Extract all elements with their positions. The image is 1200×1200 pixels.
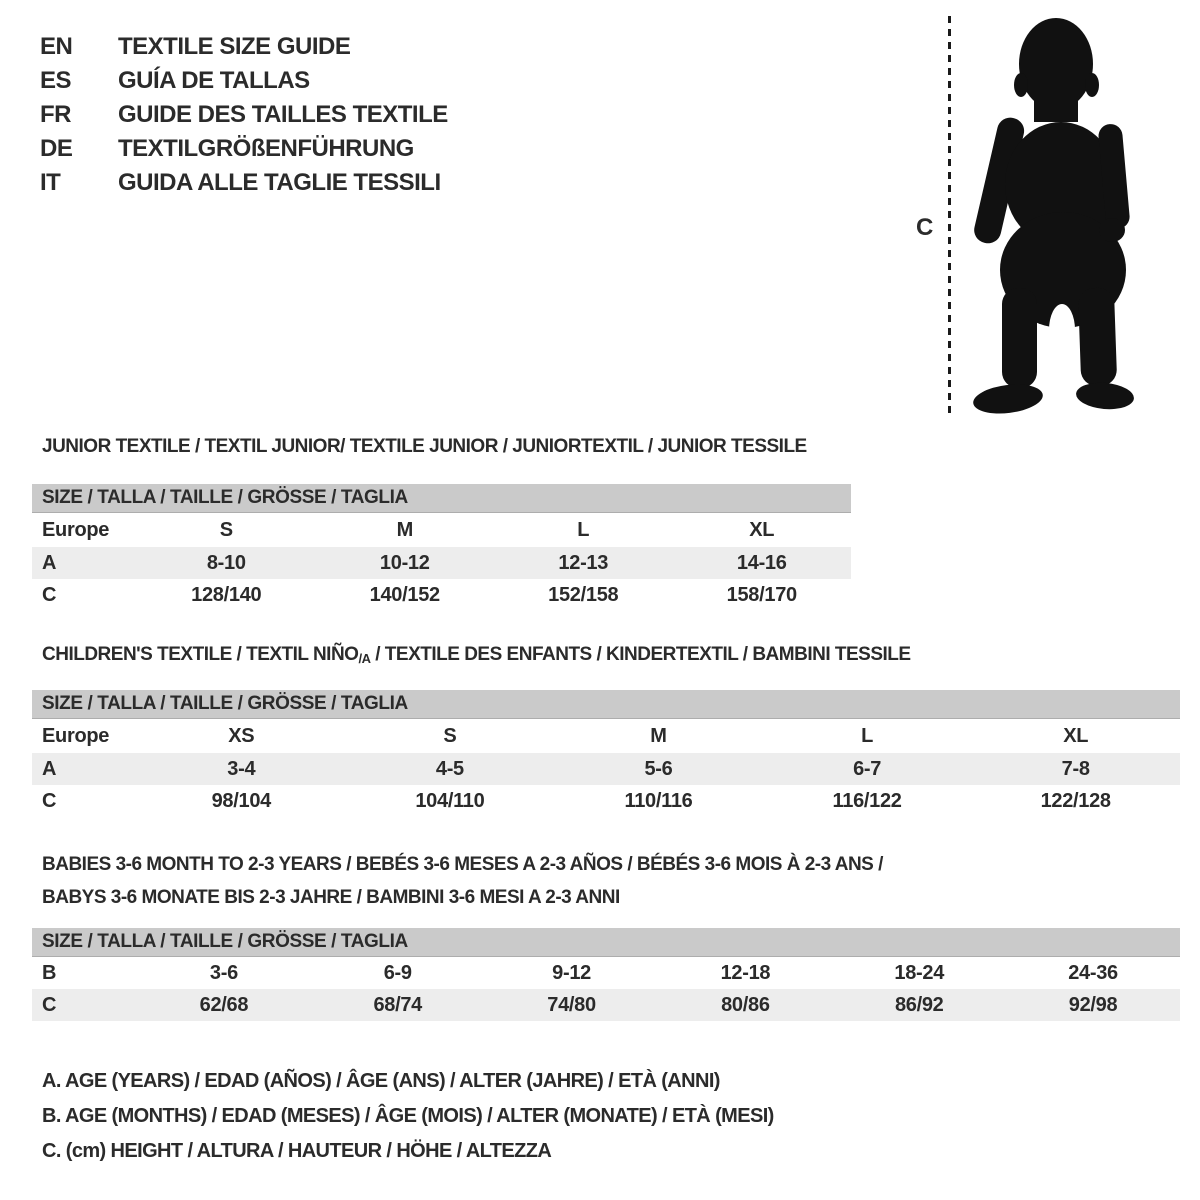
size-cell: S — [219, 518, 233, 541]
table-row-europe — [32, 719, 1180, 753]
age-cell: 10-12 — [379, 551, 430, 574]
months-cell: 12-18 — [720, 961, 771, 984]
months-cell: 24-36 — [1068, 961, 1118, 984]
baby-silhouette-image — [962, 12, 1144, 420]
size-header-bar: SIZE / TALLA / TAILLE / GRÖSSE / TAGLIA — [32, 484, 851, 513]
table-row-age — [32, 547, 851, 579]
size-cell: L — [861, 724, 874, 747]
row-label: C — [42, 993, 57, 1016]
height-cell: 116/122 — [832, 789, 902, 812]
children-title-prefix: CHILDREN'S TEXTILE / TEXTIL NIÑO — [42, 644, 359, 665]
age-cell: 8-10 — [206, 551, 246, 574]
height-cell: 110/116 — [624, 789, 693, 812]
legend — [42, 1064, 774, 1169]
lang-title: TEXTILE SIZE GUIDE — [118, 33, 351, 60]
height-cell: 104/110 — [415, 789, 485, 812]
row-label: Europe — [42, 518, 110, 541]
row-label: Europe — [42, 724, 110, 747]
row-label: A — [42, 551, 57, 574]
size-cell: S — [443, 724, 457, 747]
age-cell: 3-4 — [227, 757, 256, 780]
lang-title: GUÍA DE TALLAS — [118, 67, 310, 94]
table-row-age — [32, 753, 1180, 785]
height-cell: 158/170 — [726, 583, 797, 606]
age-cell: 6-7 — [853, 757, 882, 780]
legend-line-a: A. AGE (YEARS) / EDAD (AÑOS) / ÂGE (ANS) / ALTER (JAHRE) / ETÀ (ANNI) — [42, 1070, 720, 1092]
size-cell: XS — [228, 724, 255, 747]
months-cell: 6-9 — [383, 961, 412, 984]
age-cell: 12-13 — [558, 551, 609, 574]
lang-code: EN — [40, 33, 73, 60]
height-cell: 152/158 — [548, 583, 619, 606]
height-cell: 98/104 — [211, 789, 271, 812]
table-row-height — [32, 989, 1180, 1021]
junior-size-table — [32, 484, 851, 611]
row-label: B — [42, 961, 57, 984]
age-cell: 7-8 — [1061, 757, 1090, 780]
junior-section-title: JUNIOR TEXTILE / TEXTIL JUNIOR/ TEXTILE JUNIOR / JUNIORTEXTIL / JUNIOR TESSILE — [42, 436, 807, 457]
babies-title-line1: BABIES 3-6 MONTH TO 2-3 YEARS / BEBÉS 3-6 MESES A 2-3 AÑOS / BÉBÉS 3-6 MOIS À 2-3 ANS / — [42, 854, 883, 875]
size-header-bar: SIZE / TALLA / TAILLE / GRÖSSE / TAGLIA — [32, 928, 1180, 957]
children-size-table — [32, 690, 1180, 817]
lang-row-it — [40, 166, 448, 200]
months-cell: 3-6 — [209, 961, 238, 984]
height-cell: 140/152 — [369, 583, 440, 606]
lang-code: IT — [40, 169, 61, 196]
table-row-months — [32, 957, 1180, 989]
children-title-suffix: / TEXTILE DES ENFANTS / KINDERTEXTIL / BAMBINI TESSILE — [370, 644, 911, 665]
months-cell: 9-12 — [552, 961, 591, 984]
height-cell: 86/92 — [894, 993, 944, 1016]
size-header-bar: SIZE / TALLA / TAILLE / GRÖSSE / TAGLIA — [32, 690, 1180, 719]
lang-title: GUIDE DES TAILLES TEXTILE — [118, 101, 448, 128]
legend-line-b: B. AGE (MONTHS) / EDAD (MESES) / ÂGE (MOIS) / ALTER (MONATE) / ETÀ (MESI) — [42, 1105, 774, 1127]
lang-row-fr — [40, 98, 448, 132]
height-measure-label: C — [916, 214, 934, 241]
height-cell: 68/74 — [373, 993, 423, 1016]
months-cell: 18-24 — [894, 961, 945, 984]
height-cell: 80/86 — [721, 993, 770, 1016]
table-row-height — [32, 785, 1180, 817]
lang-title: TEXTILGRÖßENFÜHRUNG — [118, 135, 414, 162]
lang-row-en — [40, 30, 448, 64]
row-label: C — [42, 789, 57, 812]
table-row-europe — [32, 513, 851, 547]
language-title-list — [40, 30, 448, 200]
lang-code: ES — [40, 67, 72, 94]
children-title-subscript: /A — [358, 651, 371, 666]
age-cell: 5-6 — [644, 757, 673, 780]
babies-section-title — [42, 848, 883, 914]
height-cell: 62/68 — [199, 993, 249, 1016]
lang-code: DE — [40, 135, 73, 162]
age-cell: 4-5 — [435, 757, 464, 780]
size-cell: M — [396, 518, 413, 541]
babies-title-line2: BABYS 3-6 MONATE BIS 2-3 JAHRE / BAMBINI 3-6 MESI A 2-3 ANNI — [42, 887, 620, 908]
babies-size-table — [32, 928, 1180, 1021]
height-measure-dashed-line — [948, 16, 951, 418]
lang-row-es — [40, 64, 448, 98]
lang-code: FR — [40, 101, 71, 128]
height-cell: 92/98 — [1068, 993, 1118, 1016]
age-cell: 14-16 — [736, 551, 787, 574]
children-section-title — [42, 644, 911, 666]
size-cell: XL — [1063, 724, 1089, 747]
legend-line-c: C. (cm) HEIGHT / ALTURA / HAUTEUR / HÖHE / ALTEZZA — [42, 1140, 552, 1162]
lang-row-de — [40, 132, 448, 166]
table-row-height — [32, 579, 851, 611]
lang-title: GUIDA ALLE TAGLIE TESSILI — [118, 169, 441, 196]
row-label: C — [42, 583, 57, 606]
height-cell: 74/80 — [547, 993, 596, 1016]
height-cell: 122/128 — [1040, 789, 1111, 812]
size-cell: XL — [749, 518, 775, 541]
row-label: A — [42, 757, 57, 780]
size-cell: L — [577, 518, 590, 541]
size-cell: M — [650, 724, 667, 747]
height-cell: 128/140 — [191, 583, 262, 606]
